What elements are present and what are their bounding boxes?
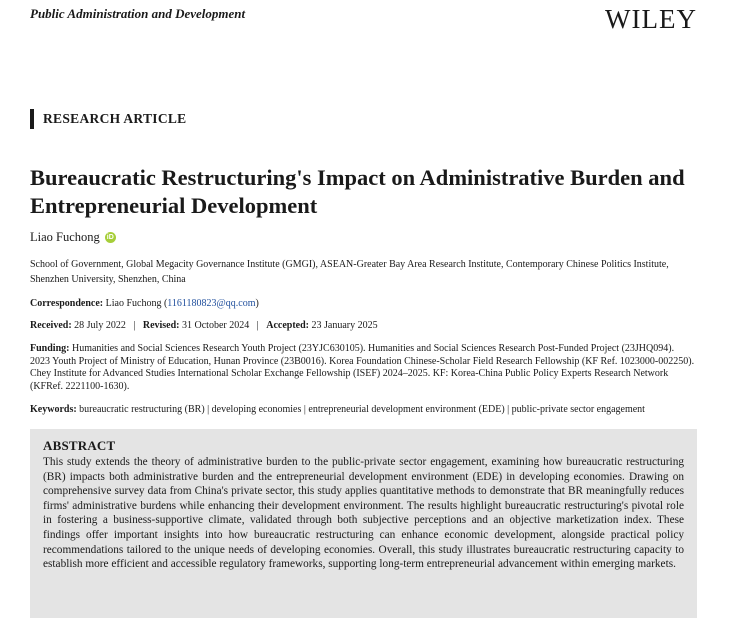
article-type: RESEARCH ARTICLE [30,109,187,129]
revised-date: 31 October 2024 [182,320,250,331]
correspondence-name: Liao Fuchong ( [105,298,168,309]
keywords-label: Keywords: [30,404,77,415]
publisher-logo[interactable]: WILEY [605,4,697,34]
dates-line [30,319,378,334]
abstract-heading: ABSTRACT [43,438,116,453]
funding-label: Funding: [30,343,70,354]
correspondence-label: Correspondence: [30,298,104,309]
date-separator: | [256,320,259,331]
keywords-text[interactable]: bureaucratic restructuring (BR) | developing economies | entrepreneurial development environment (EDE) | public-private sector engagement [79,404,645,415]
abstract-box [30,429,697,618]
affiliation: School of Government, Global Megacity Governance Institute (GMGI), ASEAN-Greater Bay Area Research Institute, Contemporary Chinese Politics Institute, Shenzhen University, Shenzhen, China [30,259,669,285]
correspondence-close: ) [255,298,259,309]
accepted-label: Accepted: [266,320,310,331]
orcid-icon[interactable]: iD [106,234,114,241]
received-label: Received: [30,320,72,331]
date-separator: | [133,320,136,331]
correspondence [30,297,259,312]
abstract-text: This study extends the theory of administrative burden to the public-private sector engagement, examining how bureaucratic restructuring (BR) impacts both administrative burden and the entrepreneurial development environment (EDE) in developing economies. Drawing on comprehensive survey data from China's private sector, this study applies quantitative methods to demonstrate that BR meaningfully reduces firms' administrative burdens while enhancing their development environment. The results highlight bureaucratic restructuring's pivotal role in fostering a business-supportive climate, validated through both subjective perceptions and an objective marketization index. These findings offer important insights into how bureaucratic restructuring can enhance economic development, alongside practical policy recommendations tailored to the unique needs of developing economies. Overall, this study illustrates bureaucratic restructuring capacity to establish more efficient and accessible regulatory frameworks, supporting long-term entrepreneurial advancement within emerging markets. [43,456,684,571]
journal-name[interactable]: Public Administration and Development [30,6,246,21]
funding [30,343,695,393]
keywords [30,403,730,417]
accepted-date: 23 January 2025 [311,320,378,331]
author-line [30,230,116,245]
revised-label: Revised: [142,320,180,331]
received-date: 28 July 2022 [74,320,126,331]
funding-text: Humanities and Social Sciences Research Youth Project (23YJC630105). Humanities and Social Sciences Research Post-Funded Project (23JHQ094). 2023 Youth Project of Ministry of Education, Hunan Province (23B0016). Korea Foundation Chinese-Scholar Field Research Fellowship (KF Ref. 1023000-002250). Chey Institute for Advanced Studies International Scholar Exchange Fellowship (ISEF) 2024–2025. KF: Korea-China Public Policy Experts Research Network (KFRef. 2221100-1630). [30,343,695,392]
correspondence-email[interactable]: 1161180823@qq.com [167,298,256,309]
article-title: Bureaucratic Restructuring's Impact on Administrative Burden and Entrepreneurial Development [30,165,685,218]
author-name[interactable]: Liao Fuchong [30,230,100,244]
